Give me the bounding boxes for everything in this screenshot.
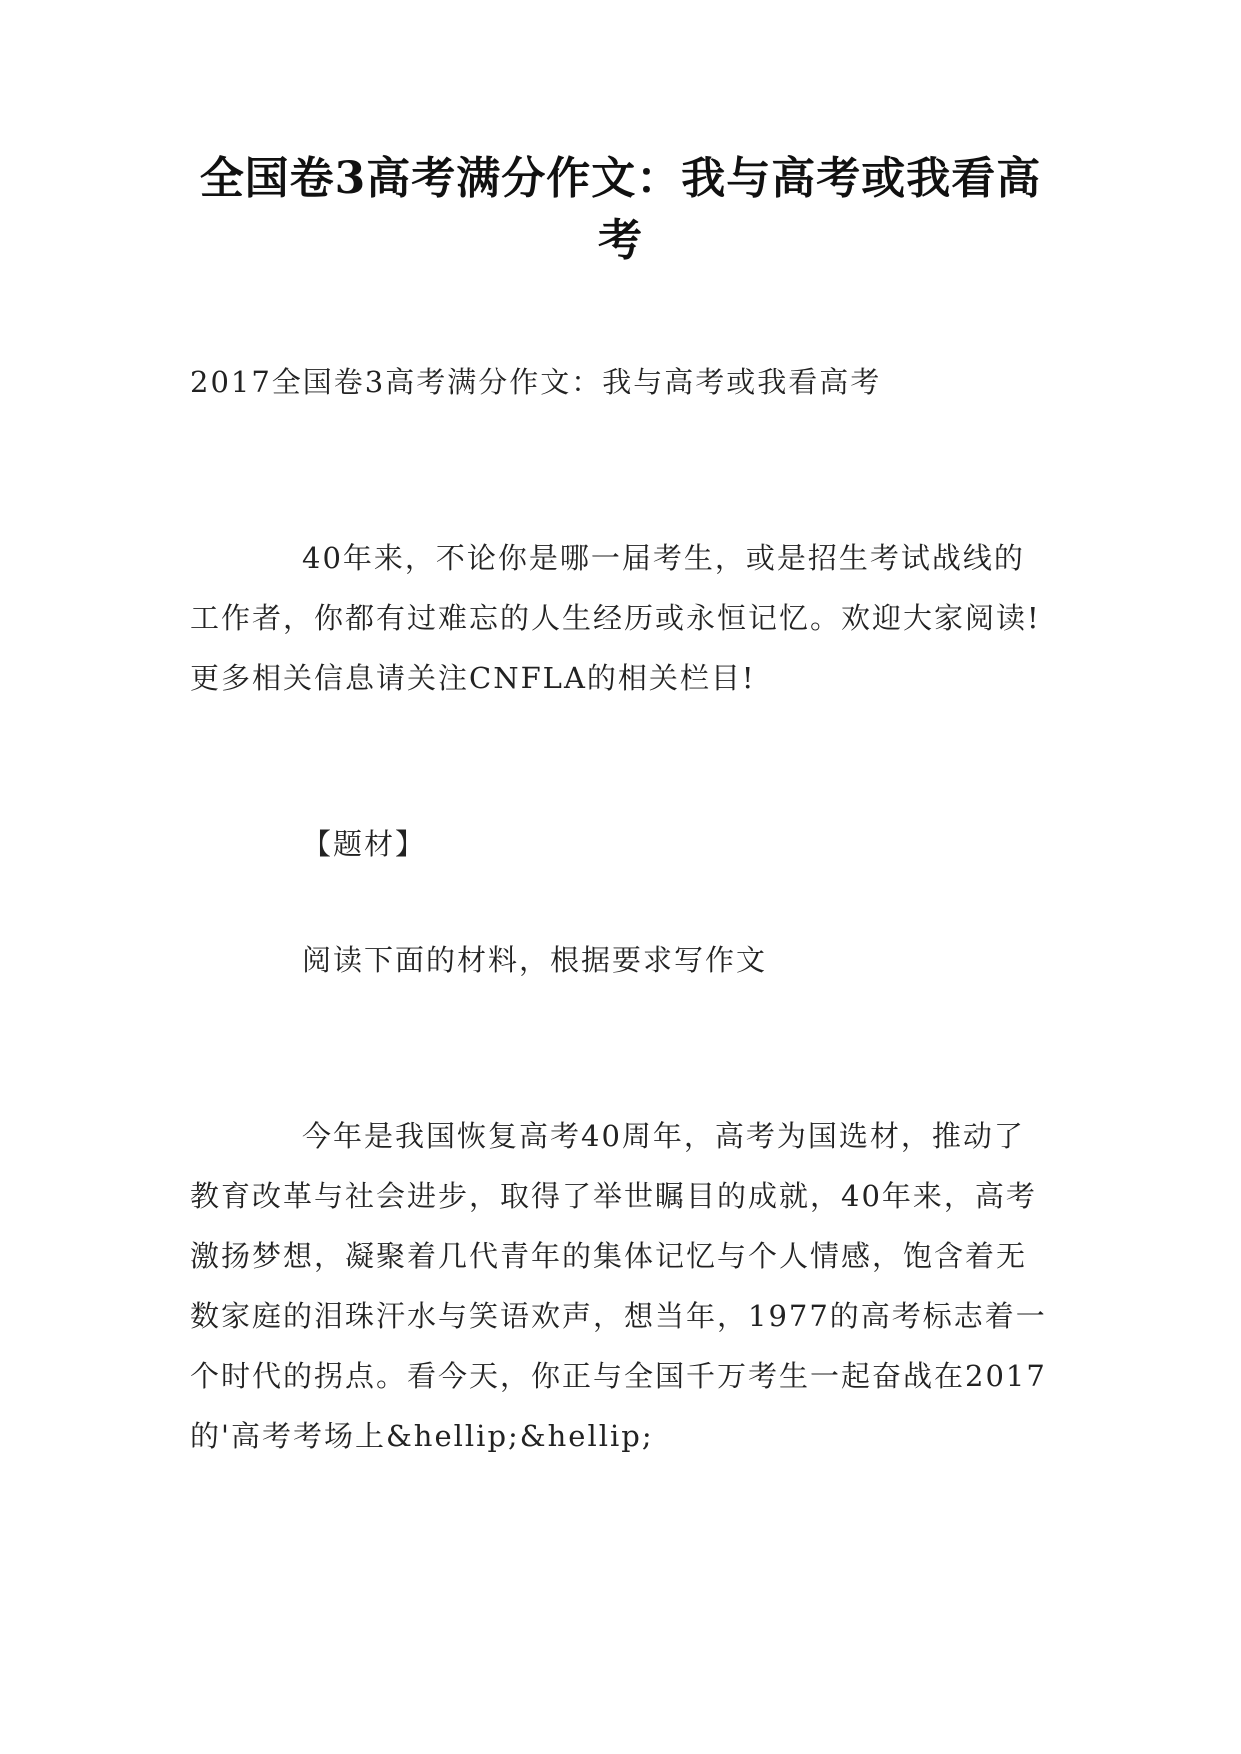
document-subtitle: 2017全国卷3高考满分作文：我与高考或我看高考: [190, 365, 882, 399]
material-paragraph: 今年是我国恢复高考40周年，高考为国选材，推动了教育改革与社会进步，取得了举世瞩目的成就，40年来，高考激扬梦想，凝聚着几代青年的集体记忆与个人情感，饱含着无数家庭的泪珠汗水与笑语欢声，想当年，1977的高考标志着一个时代的拐点。看今天，你正与全国千万考生一起奋战在2017的'高考考场上&hellip;&hellip;: [190, 1119, 1047, 1453]
intro-paragraph: 40年来，不论你是哪一届考生，或是招生考试战线的工作者，你都有过难忘的人生经历或永恒记忆。欢迎大家阅读!更多相关信息请关注CNFLA的相关栏目!: [190, 541, 1041, 695]
document-title: 全国卷3高考满分作文：我与高考或我看高考: [199, 153, 1042, 266]
section-label: 【题材】: [302, 827, 427, 861]
task-instruction: 阅读下面的材料，根据要求写作文: [302, 943, 768, 977]
